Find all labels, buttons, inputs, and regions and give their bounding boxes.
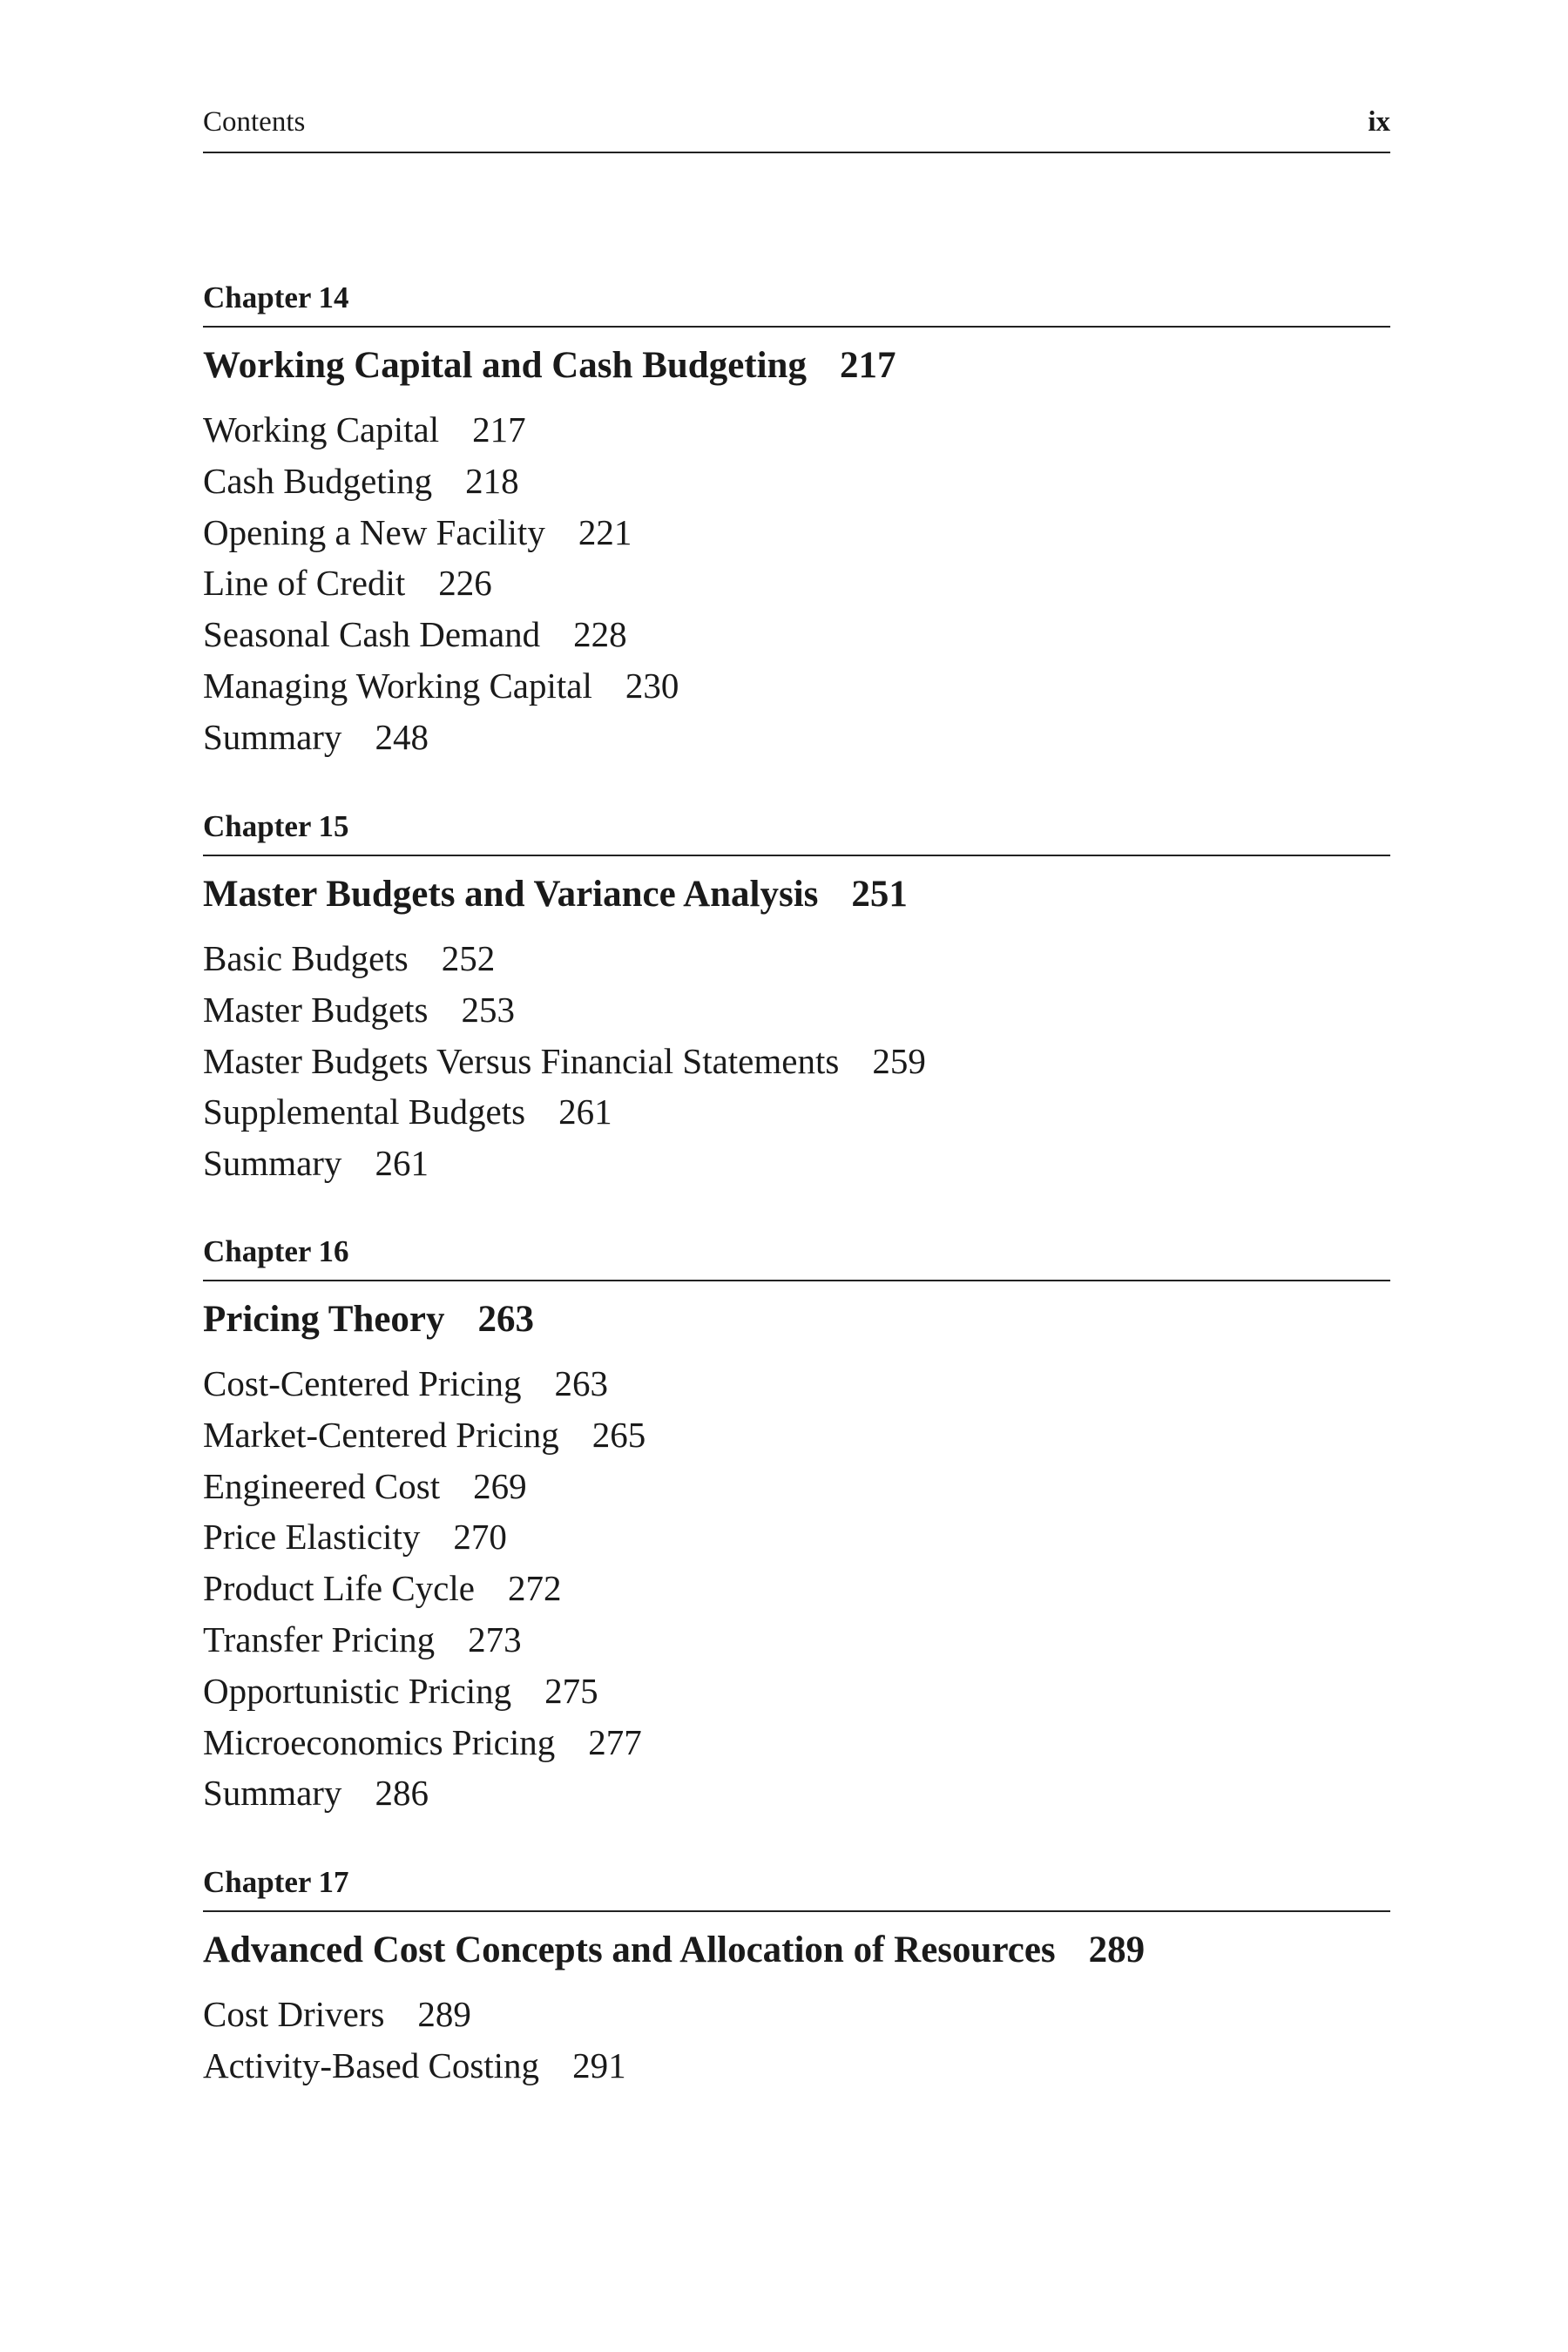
chapter-label: Chapter 14 (203, 279, 1390, 328)
toc-entry[interactable] (203, 1563, 1390, 1614)
entry-page-number: 218 (465, 460, 519, 501)
entry-page-number: 286 (375, 1773, 429, 1814)
entry-page-number: 252 (441, 938, 496, 978)
entry-page-number: 272 (507, 1568, 562, 1609)
entry-page-number: 273 (468, 1619, 522, 1659)
chapter-16 (203, 1233, 1390, 1819)
entry-page-number: 263 (554, 1363, 609, 1403)
entry-title: Activity-Based Costing (203, 2044, 540, 2085)
entry-title: Summary (203, 1773, 342, 1814)
toc-entry[interactable] (203, 1358, 1390, 1409)
entry-title: Master Budgets (203, 989, 429, 1030)
entry-title: Engineered Cost (203, 1465, 441, 1506)
entry-title: Market-Centered Pricing (203, 1414, 559, 1455)
entry-page-number: 269 (473, 1465, 527, 1506)
entry-page-number: 221 (578, 511, 632, 552)
entry-page-number: 277 (588, 1721, 642, 1762)
chapter-title-text: Working Capital and Cash Budgeting (203, 345, 807, 386)
entry-title: Microeconomics Pricing (203, 1721, 556, 1762)
toc-entry[interactable] (203, 1717, 1390, 1768)
entry-title: Basic Budgets (203, 938, 409, 978)
entry-page-number: 228 (573, 614, 627, 655)
entry-title: Seasonal Cash Demand (203, 614, 541, 655)
entry-title: Supplemental Budgets (203, 1092, 526, 1132)
toc-entry[interactable] (203, 1138, 1390, 1189)
toc-entry[interactable] (203, 984, 1390, 1036)
running-head (203, 106, 1390, 153)
entry-title: Summary (203, 1143, 342, 1184)
entry-title: Working Capital (203, 409, 440, 449)
entry-title: Cash Budgeting (203, 460, 433, 501)
toc-entry[interactable] (203, 2040, 1390, 2092)
toc-entry[interactable] (203, 456, 1390, 507)
entry-page-number: 217 (472, 409, 526, 449)
chapter-page-number: 217 (839, 345, 896, 386)
chapter-title[interactable] (203, 872, 1390, 917)
entry-list (203, 1358, 1390, 1819)
entry-title: Line of Credit (203, 563, 406, 604)
chapter-label: Chapter 17 (203, 1863, 1390, 1912)
chapter-title[interactable] (203, 343, 1390, 389)
chapter-title-text: Advanced Cost Concepts and Allocation of Resources (203, 1930, 1056, 1970)
entry-title: Summary (203, 716, 342, 757)
toc-entry[interactable] (203, 1666, 1390, 1717)
chapter-title-text: Pricing Theory (203, 1299, 445, 1340)
entry-title: Opportunistic Pricing (203, 1670, 512, 1711)
chapter-label: Chapter 15 (203, 808, 1390, 856)
entry-page-number: 261 (375, 1143, 429, 1184)
entry-page-number: 253 (461, 989, 515, 1030)
toc-entry[interactable] (203, 1086, 1390, 1138)
chapter-14 (203, 279, 1390, 763)
toc-entry[interactable] (203, 712, 1390, 763)
toc-entry[interactable] (203, 1036, 1390, 1087)
entry-list (203, 1989, 1390, 2092)
chapter-label: Chapter 16 (203, 1233, 1390, 1281)
toc-entry[interactable] (203, 404, 1390, 456)
toc-entry[interactable] (203, 609, 1390, 660)
page-number: ix (1368, 106, 1390, 138)
entry-list (203, 404, 1390, 763)
entry-title: Price Elasticity (203, 1517, 421, 1558)
chapter-page-number: 289 (1088, 1930, 1146, 1970)
toc-entry[interactable] (203, 933, 1390, 984)
entry-page-number: 248 (375, 716, 429, 757)
entry-title: Transfer Pricing (203, 1619, 436, 1659)
toc-entry[interactable] (203, 1409, 1390, 1461)
toc-entry[interactable] (203, 660, 1390, 712)
toc-entry[interactable] (203, 1767, 1390, 1819)
entry-page-number: 291 (572, 2044, 626, 2085)
entry-page-number: 226 (438, 563, 492, 604)
chapter-page-number: 251 (851, 874, 908, 915)
entry-page-number: 289 (417, 1994, 471, 2034)
chapter-15 (203, 808, 1390, 1189)
entry-page-number: 275 (544, 1670, 598, 1711)
entry-list (203, 933, 1390, 1189)
toc-entry[interactable] (203, 1511, 1390, 1563)
entry-page-number: 259 (872, 1040, 926, 1081)
entry-page-number: 265 (591, 1414, 646, 1455)
toc-entry[interactable] (203, 507, 1390, 558)
chapter-title-text: Master Budgets and Variance Analysis (203, 874, 819, 915)
entry-title: Cost-Centered Pricing (203, 1363, 522, 1403)
chapter-title[interactable] (203, 1297, 1390, 1342)
entry-title: Opening a New Facility (203, 511, 545, 552)
entry-page-number: 230 (625, 665, 679, 706)
toc-entry[interactable] (203, 1614, 1390, 1666)
entry-page-number: 261 (558, 1092, 612, 1132)
toc-entry[interactable] (203, 558, 1390, 609)
chapter-title[interactable] (203, 1928, 1390, 1973)
entry-page-number: 270 (453, 1517, 507, 1558)
entry-title: Cost Drivers (203, 1994, 385, 2034)
chapter-17 (203, 1863, 1390, 2092)
entry-title: Product Life Cycle (203, 1568, 475, 1609)
chapter-page-number: 263 (477, 1299, 534, 1340)
entry-title: Master Budgets Versus Financial Statements (203, 1040, 840, 1081)
running-head-section: Contents (203, 106, 306, 138)
toc-entry[interactable] (203, 1461, 1390, 1512)
toc-entry[interactable] (203, 1989, 1390, 2040)
entry-title: Managing Working Capital (203, 665, 592, 706)
